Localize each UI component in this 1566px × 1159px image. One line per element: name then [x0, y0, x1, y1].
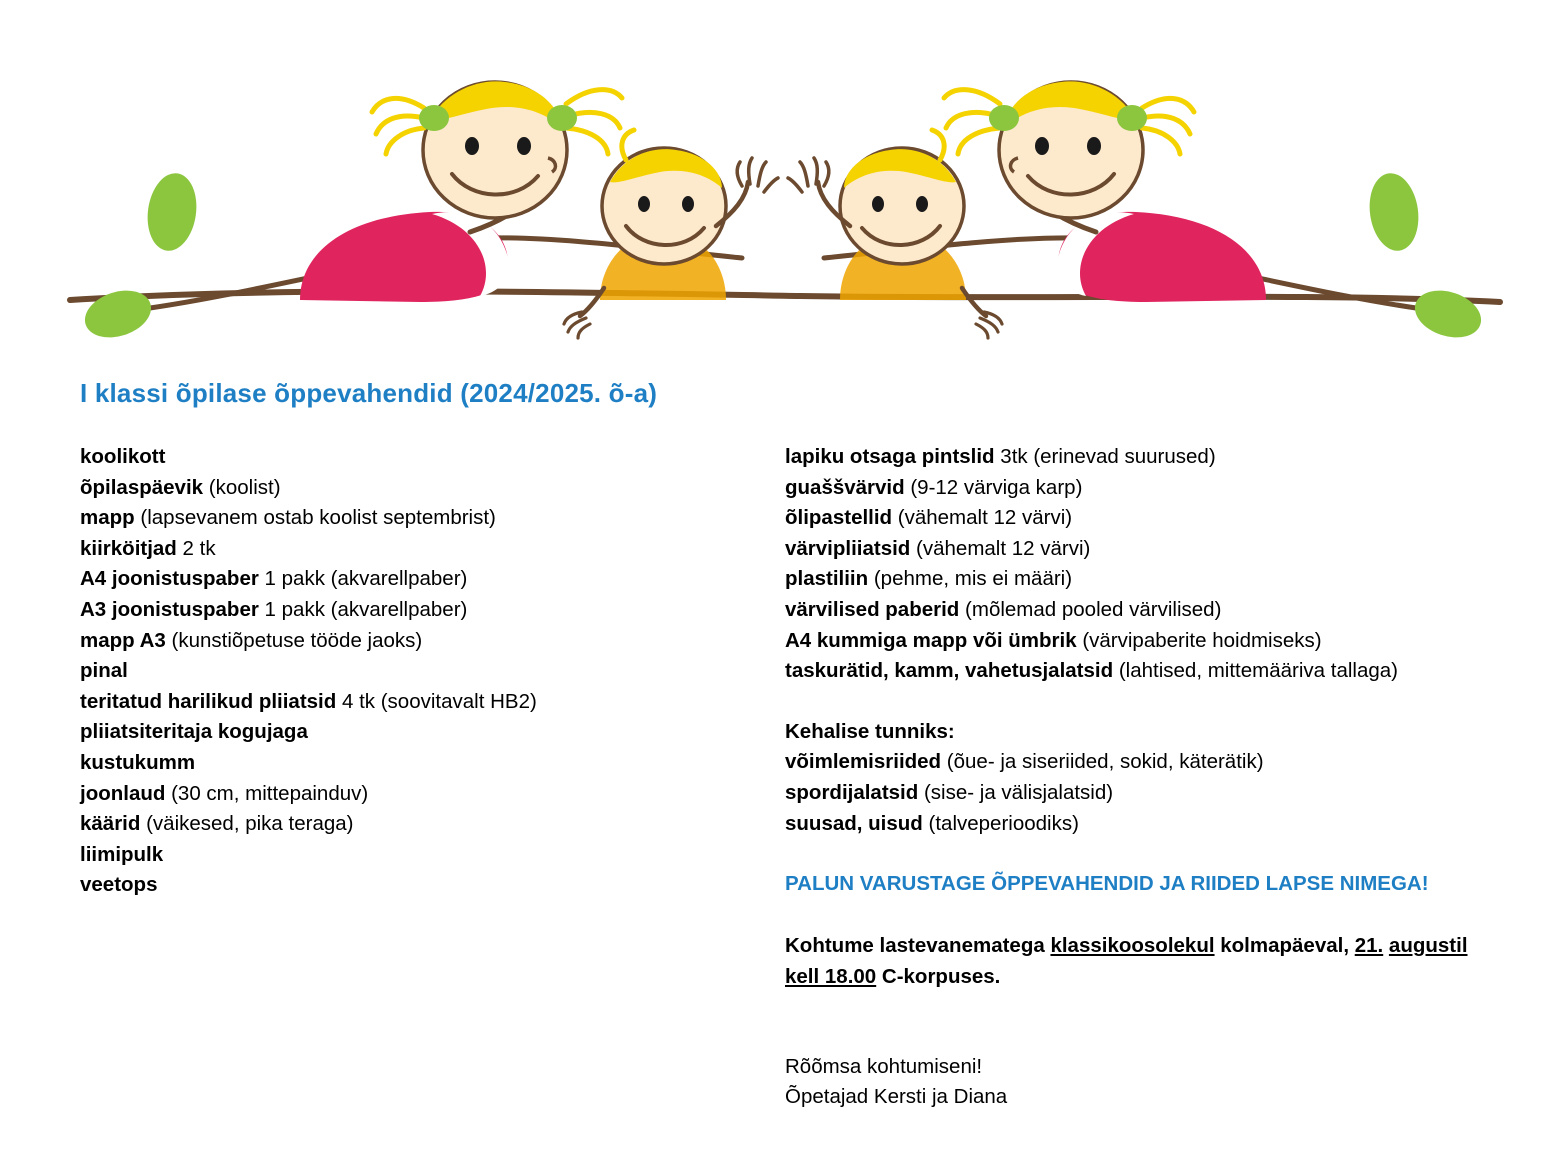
list-item	[80, 809, 720, 840]
list-item	[80, 473, 720, 504]
list-item	[785, 534, 1515, 565]
item-note: (värvipaberite hoidmiseks)	[1076, 628, 1322, 652]
list-item	[785, 747, 1515, 778]
item-name: taskurätid, kamm, vahetusjalatsid	[785, 659, 1114, 683]
list-item	[785, 595, 1515, 626]
item-note: (vähemalt 12 värvi)	[892, 506, 1073, 530]
item-note: (lapsevanem ostab koolist septembrist)	[134, 506, 496, 530]
list-item	[80, 717, 720, 748]
item-note: (sise- ja välisjalatsid)	[918, 780, 1114, 804]
item-name: plastiliin	[785, 567, 869, 591]
item-name: guaššvärvid	[785, 475, 905, 499]
list-item	[785, 503, 1515, 534]
item-note: (lahtised, mittemääriva tallaga)	[1113, 659, 1398, 683]
meeting-info	[785, 930, 1505, 992]
item-note: 3tk (erinevad suurused)	[994, 445, 1216, 468]
item-name: veetops	[80, 873, 158, 897]
item-name: õlipastellid	[785, 506, 893, 530]
item-note: (mõlemad pooled värvilised)	[959, 597, 1222, 621]
item-name: käärid	[80, 812, 141, 836]
item-name: lapiku otsaga pintslid	[785, 445, 995, 468]
children-illustration	[0, 0, 1566, 360]
item-note: (koolist)	[203, 475, 281, 499]
closing-line-1: Rõõmsa kohtumiseni!	[785, 1054, 983, 1078]
item-note: 2 tk	[176, 536, 216, 560]
item-note: 1 pakk (akvarellpaber)	[258, 597, 468, 621]
item-note: (õue- ja siseriided, sokid, käterätik)	[941, 750, 1264, 774]
item-name: teritatud harilikud pliiatsid	[80, 689, 337, 713]
spacer	[785, 900, 1515, 930]
list-item	[80, 564, 720, 595]
pe-heading-text: Kehalise tunniks:	[785, 719, 955, 743]
item-name: kustukumm	[80, 750, 196, 774]
list-item	[785, 564, 1515, 595]
pe-heading	[785, 717, 1515, 748]
meeting-part1: Kohtume lastevanematega	[785, 933, 1051, 957]
meeting-part4: C-korpuses.	[876, 964, 1001, 988]
item-name: joonlaud	[80, 781, 166, 805]
spacer	[785, 839, 1515, 869]
supplies-right-column	[785, 442, 1515, 1113]
list-item	[80, 779, 720, 810]
item-note: (30 cm, mittepainduv)	[165, 781, 369, 805]
spacer	[785, 687, 1515, 717]
item-name: A3 joonistuspaber	[80, 597, 259, 621]
item-name: A4 kummiga mapp või ümbrik	[785, 628, 1077, 652]
item-note: (talveperioodiks)	[922, 811, 1079, 835]
item-name: võimlemisriided	[785, 750, 942, 774]
item-note: 4 tk (soovitavalt HB2)	[336, 689, 537, 713]
list-item	[80, 870, 720, 901]
item-name: suusad, uisud	[785, 811, 923, 835]
supplies-left-column	[80, 442, 720, 901]
item-note: (kunstiõpetuse tööde jaoks)	[165, 628, 423, 652]
item-name: värvipliiatsid	[785, 536, 911, 560]
meeting-underline3: augustil kell 18.00	[785, 933, 1468, 988]
item-name: kiirköitjad	[80, 536, 177, 560]
item-note: (vähemalt 12 värvi)	[910, 536, 1091, 560]
notice-text: PALUN VARUSTAGE ÕPPEVAHENDID JA RIIDED LAPSE NIMEGA!	[785, 872, 1429, 896]
list-item	[785, 778, 1515, 809]
item-name: mapp A3	[80, 628, 166, 652]
meeting-underline1: klassikoosolekul	[1050, 933, 1215, 957]
list-item	[785, 442, 1515, 473]
list-item	[80, 595, 720, 626]
item-name: liimipulk	[80, 842, 164, 866]
closing-line-2: Õpetajad Kersti ja Diana	[785, 1085, 1008, 1109]
meeting-part2: kolmapäeval,	[1214, 933, 1355, 957]
item-note: (pehme, mis ei määri)	[868, 567, 1073, 591]
list-item	[80, 503, 720, 534]
list-item	[785, 626, 1515, 657]
list-item	[80, 840, 720, 871]
item-name: pinal	[80, 659, 128, 683]
list-item	[785, 656, 1515, 687]
list-item	[785, 473, 1515, 504]
list-item	[80, 534, 720, 565]
item-name: värvilised paberid	[785, 597, 960, 621]
item-name: pliiatsiteritaja kogujaga	[80, 720, 308, 744]
page-title: I klassi õpilase õppevahendid (2024/2025. õ-a)	[80, 378, 658, 408]
item-name: A4 joonistuspaber	[80, 567, 259, 591]
list-item	[80, 687, 720, 718]
meeting-underline2: 21.	[1354, 933, 1384, 957]
item-name: õpilaspäevik	[80, 475, 204, 499]
item-note: (9-12 värviga karp)	[904, 475, 1083, 499]
list-item	[80, 442, 720, 473]
list-item	[80, 626, 720, 657]
item-name: spordijalatsid	[785, 780, 919, 804]
item-name: mapp	[80, 506, 135, 530]
spacer	[785, 992, 1515, 1022]
list-item	[80, 656, 720, 687]
list-item	[80, 748, 720, 779]
item-note: (väikesed, pika teraga)	[140, 812, 354, 836]
list-item	[785, 809, 1515, 840]
item-name: koolikott	[80, 445, 166, 468]
spacer	[785, 1022, 1515, 1052]
item-note: 1 pakk (akvarellpaber)	[258, 567, 468, 591]
